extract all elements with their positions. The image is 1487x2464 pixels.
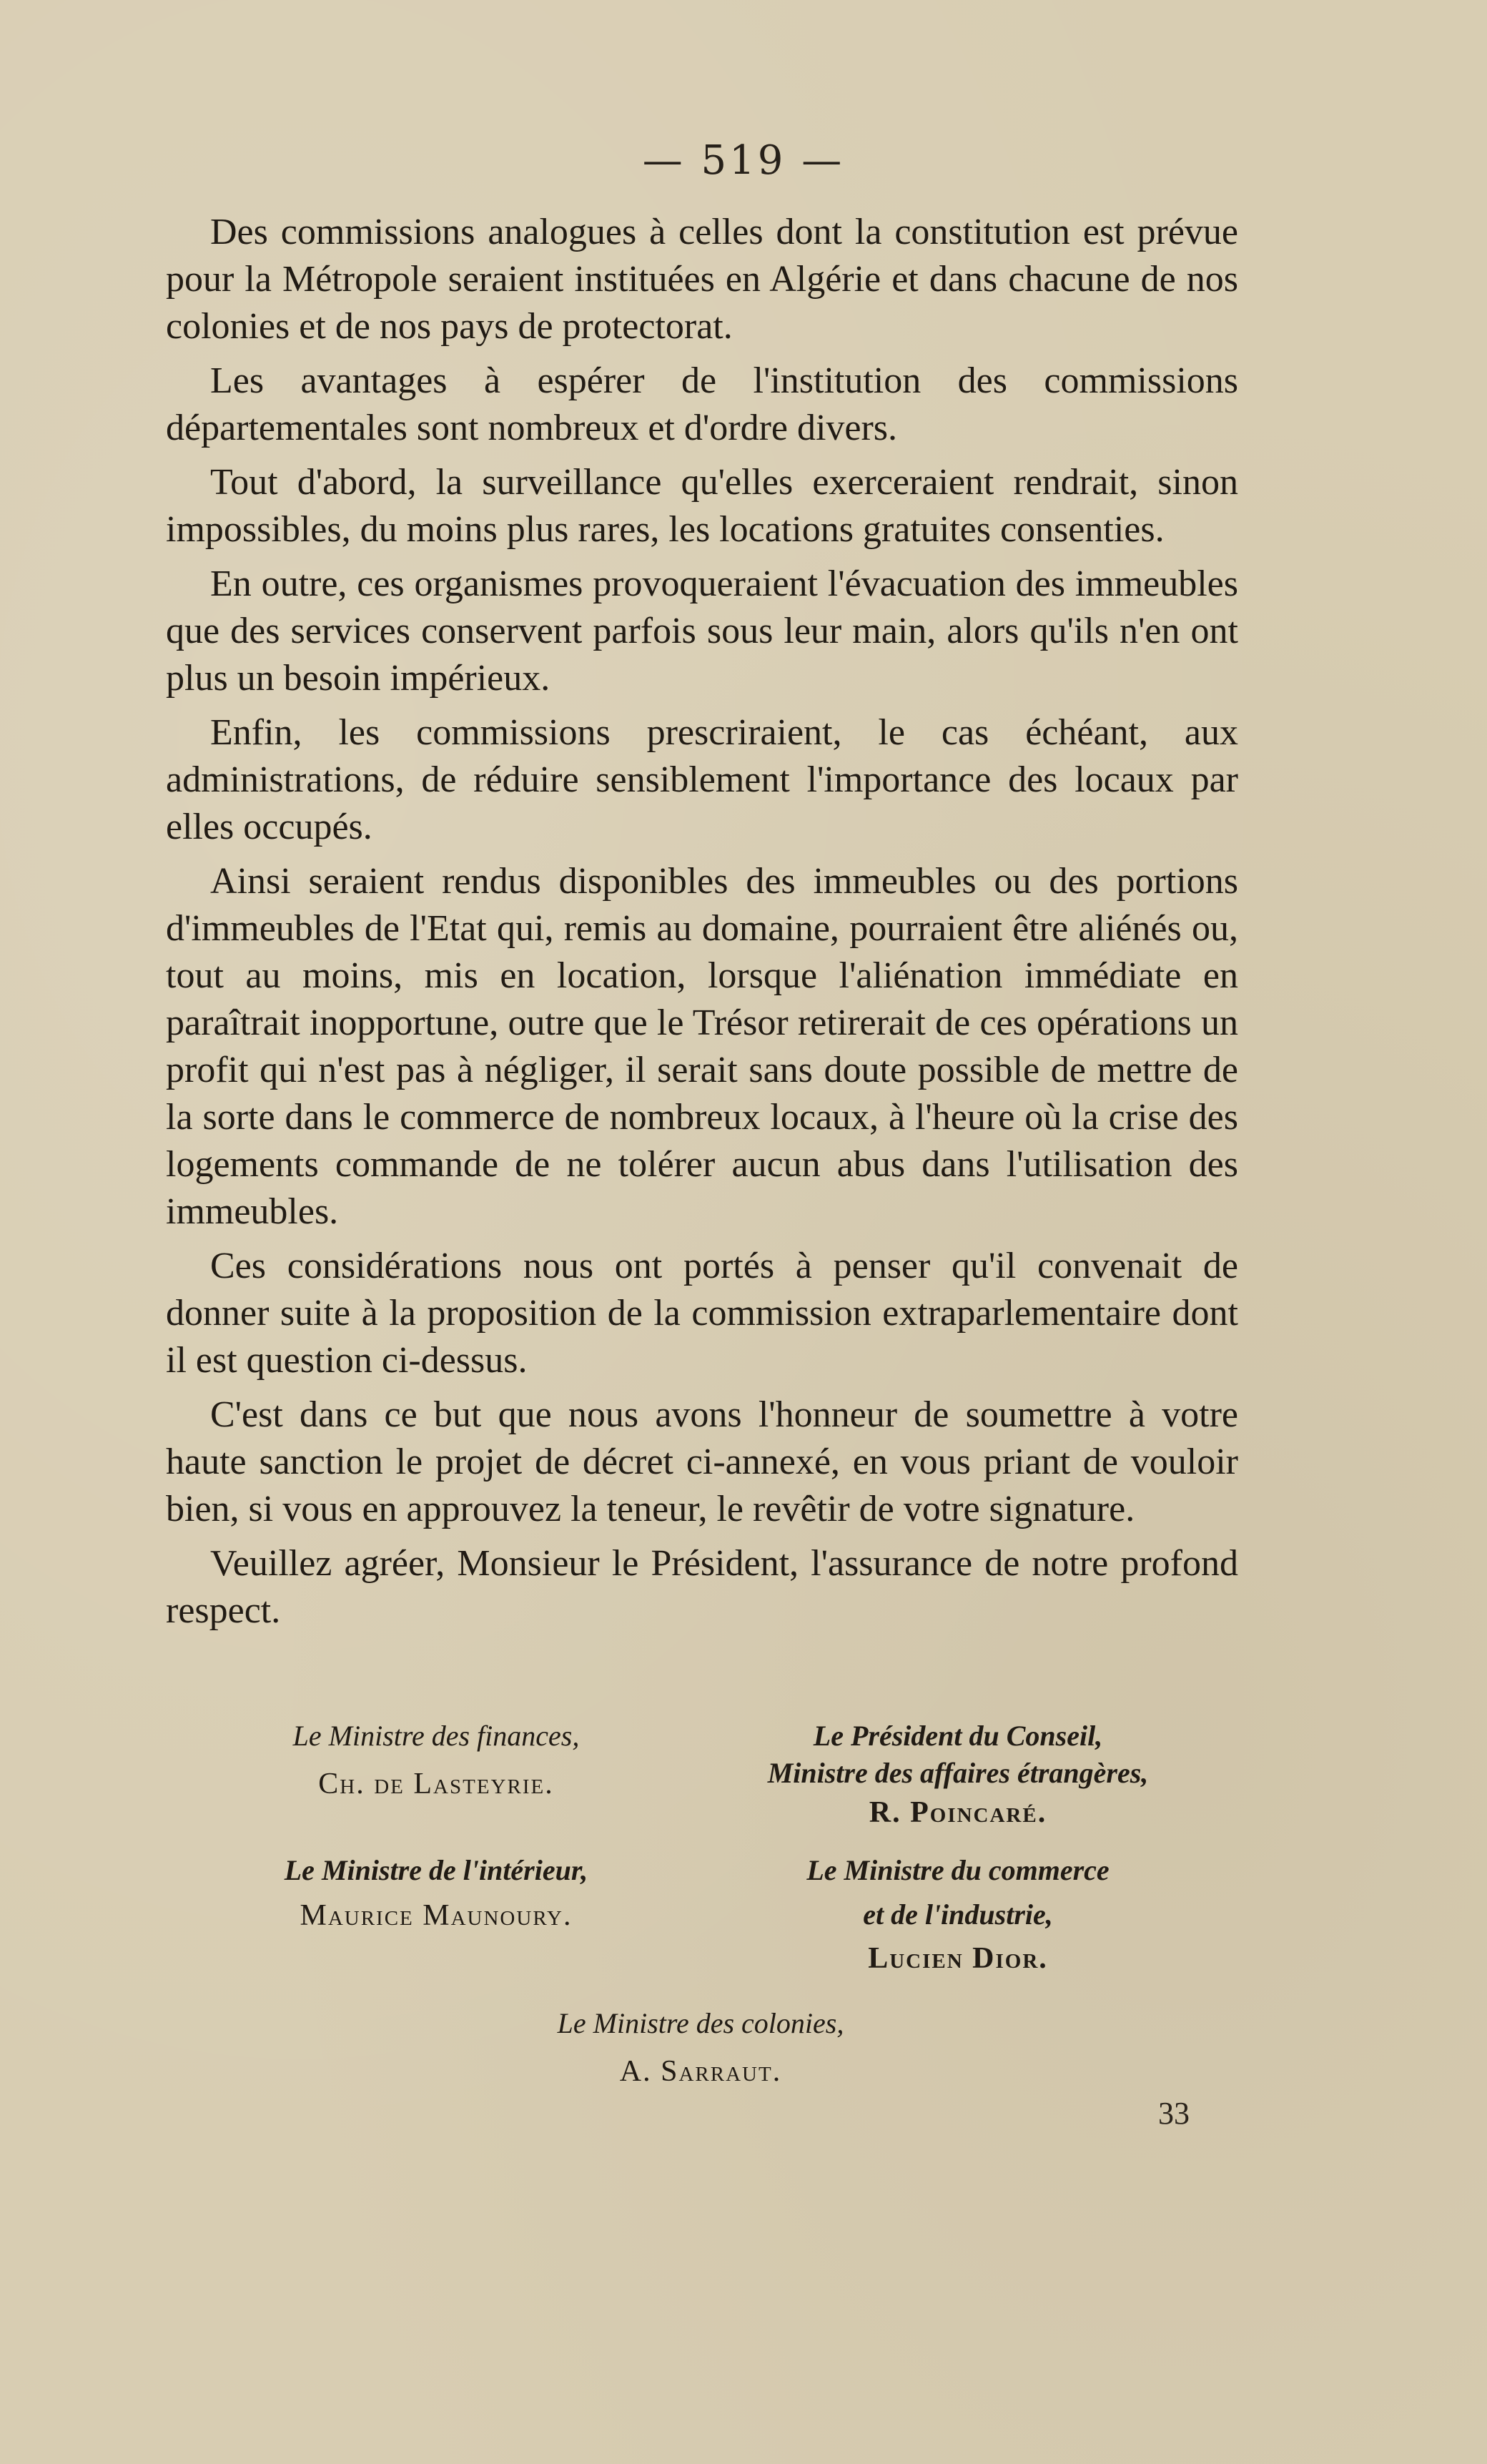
signature-name: A. Sarraut. bbox=[619, 2055, 782, 2088]
paragraph-9: Veuillez agréer, Monsieur le Président, l'assurance de notre profond respect. bbox=[166, 1543, 1238, 1631]
signature-role-secondary: Ministre des affaires étrangères, bbox=[767, 1757, 1149, 1789]
paragraph-8: C'est dans ce but que nous avons l'honneur de soumettre à votre haute sanction le projet de décret ci-annexé, en vous priant de vouloir bien, si vous en approuvez la teneur, le revêtir de votre signature. bbox=[166, 1394, 1238, 1529]
page-number: — 519 — bbox=[642, 137, 845, 184]
signature-name: Ch. de Lasteyrie. bbox=[318, 1768, 554, 1800]
signature-role: Le Ministre des colonies, bbox=[557, 2007, 844, 2039]
paragraph-2: Les avantages à espérer de l'institution des commissions départementales sont nombreux et d'ordre divers. bbox=[166, 360, 1238, 448]
paragraph-3: Tout d'abord, la surveillance qu'elles exerceraient rendrait, sinon impossibles, du moins plus rares, les locations gratuites consenties. bbox=[166, 462, 1238, 550]
paragraph-1: Des commissions analogues à celles dont la constitution est prévue pour la Métropole seraient instituées en Algérie et dans chacune de nos colonies et de nos pays de protectorat. bbox=[166, 212, 1238, 347]
paragraph-5: Enfin, les commissions prescriraient, le cas échéant, aux administrations, de réduire sensiblement l'importance des locaux par elles occupés. bbox=[166, 712, 1238, 847]
signature-role: Le Ministre du commerce bbox=[806, 1854, 1110, 1886]
folio-number: 33 bbox=[1158, 2096, 1190, 2131]
signature-role-secondary: et de l'industrie, bbox=[863, 1898, 1053, 1931]
signature-role: Le Ministre des finances, bbox=[292, 1720, 580, 1752]
signature-interieur bbox=[236, 1852, 636, 1936]
paragraph-6: Ainsi seraient rendus disponibles des immeubles ou des portions d'immeubles de l'Etat qui, remis au domaine, pourraient être aliénés ou, tout au moins, mis en location, lorsque l'aliénation immédiate en paraîtrait inopportune, outre que le Trésor retirerait de ces opérations un profit qui n'est pas à négliger, il serait sans doute possible de mettre de la sorte dans le commerce de nombreux locaux, à l'heure où la crise des logements commande de ne tolérer aucun abus dans l'utilisation des immeubles. bbox=[166, 861, 1238, 1232]
signature-president bbox=[715, 1718, 1201, 1833]
signature-name: Lucien Dior. bbox=[868, 1942, 1048, 1975]
body-text bbox=[166, 209, 1238, 1642]
signature-name: R. Poincaré. bbox=[869, 1796, 1047, 1829]
signature-commerce bbox=[744, 1852, 1172, 1979]
signature-role: Le Président du Conseil, bbox=[813, 1720, 1103, 1752]
signature-role: Le Ministre de l'intérieur, bbox=[284, 1854, 588, 1886]
paragraph-4: En outre, ces organismes provoqueraient l'évacuation des immeubles que des services conservent parfois sous leur main, alors qu'ils n'en ont plus un besoin impérieux. bbox=[166, 563, 1238, 699]
paragraph-7: Ces considérations nous ont portés à penser qu'il convenait de donner suite à la proposition de la commission extraparlementaire dont il est question ci-dessus. bbox=[166, 1246, 1238, 1381]
signature-finances bbox=[236, 1718, 636, 1805]
signature-name: Maurice Maunoury. bbox=[300, 1899, 573, 1932]
signature-colonies bbox=[458, 2005, 944, 2092]
